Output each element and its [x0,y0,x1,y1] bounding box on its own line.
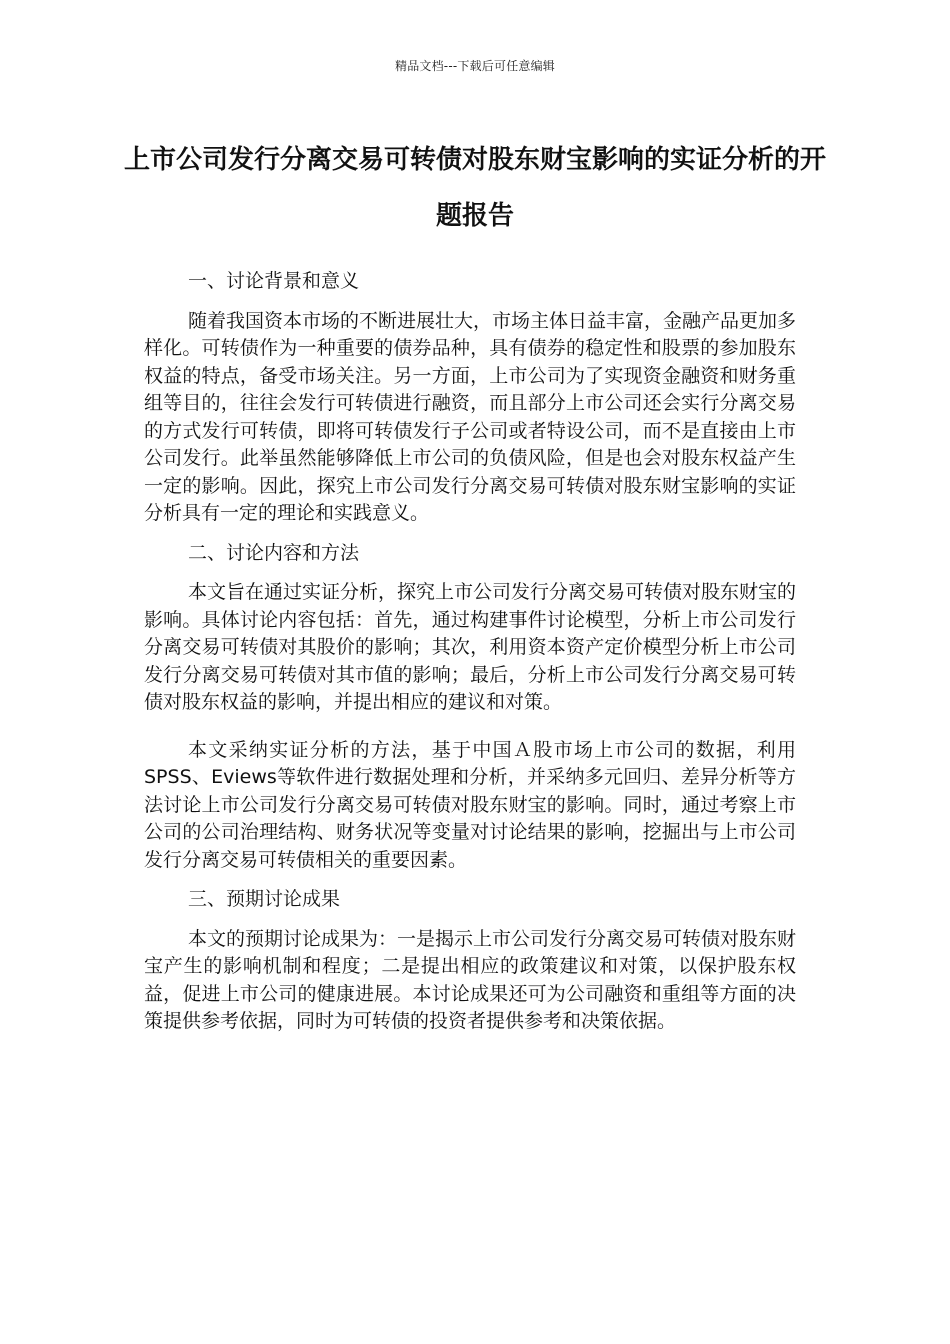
document-body [144,268,796,1048]
section-heading: 三、预期讨论成果 [188,888,341,910]
header-note: 精品文档---下载后可任意编辑 [395,59,555,73]
section-content-methods [144,540,796,875]
section-heading: 一、讨论背景和意义 [188,270,360,292]
document-title: 上市公司发行分离交易可转债对股东财宝影响的实证分析的开题报告 [123,145,826,231]
section-expected-results [144,886,796,1036]
section-heading: 二、讨论内容和方法 [188,541,360,564]
paragraph: 本文采纳实证分析的方法，基于中国Ａ股市场上市公司的数据，利用SPSS、Eviews等软件进行数据处理和分析，并采纳多元回归、差异分析等方法讨论上市公司发行分离交易可转债对股东财宝的影响。同时，通过考察上市公司的公司治理结构、财务状况等变量对讨论结果的影响，挖掘出与上市公司发行分离交易可转债相关的重要因素。 [144,738,796,871]
paragraph: 本文的预期讨论成果为：一是揭示上市公司发行分离交易可转债对股东财宝产生的影响机制和程度；二是提出相应的政策建议和对策，以保护股东权益，促进上市公司的健康进展。本讨论成果还可为公司融资和重组等方面的决策提供参考依据，同时为可转债的投资者提供参考和决策依据。 [144,927,797,1032]
paragraph: 本文旨在通过实证分析，探究上市公司发行分离交易可转债对股东财宝的影响。具体讨论内容包括：首先，通过构建事件讨论模型，分析上市公司发行分离交易可转债对其股价的影响；其次，利用资本资产定价模型分析上市公司发行分离交易可转债对其市值的影响；最后，分析上市公司发行分离交易可转债对股东权益的影响，并提出相应的建议和对策。 [144,581,797,713]
paragraph: 随着我国资本市场的不断进展壮大，市场主体日益丰富，金融产品更加多样化。可转债作为一种重要的债券品种，具有债券的稳定性和股票的参加股东权益的特点，备受市场关注。另一方面，上市公司为了实现资金融资和财务重组等目的，往往会发行可转债进行融资，而且部分上市公司还会实行分离交易的方式发行可转债，即将可转债发行子公司或者特设公司，而不是直接由上市公司发行。此举虽然能够降低上市公司的负债风险，但是也会对股东权益产生一定的影响。因此，探究上市公司发行分离交易可转债对股东财宝影响的实证分析具有一定的理论和实践意义。 [144,309,797,524]
section-background [144,268,796,528]
